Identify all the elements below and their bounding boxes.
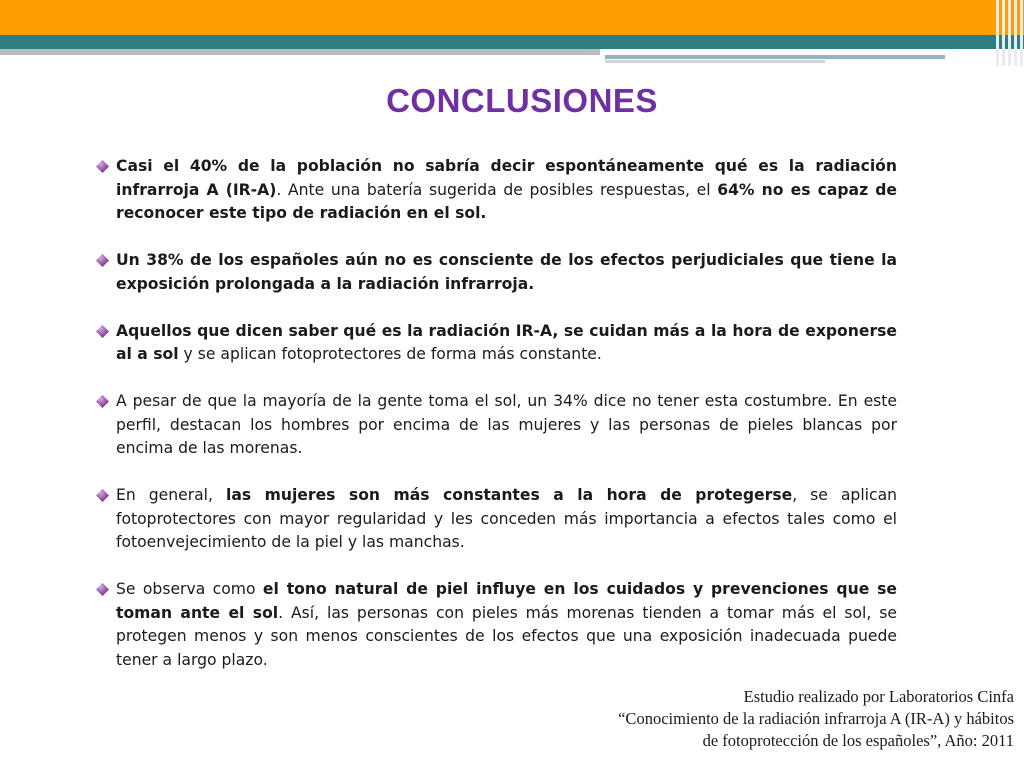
source-line-1: Estudio realizado por Laboratorios Cinfa (743, 687, 1014, 706)
header-orange-band (0, 0, 1024, 35)
body-text: . Ante una batería sugerida de posibles respuestas, el (276, 180, 718, 199)
conclusion-item (96, 249, 897, 296)
body-text: y se aplican fotoprotectores de forma más constante. (178, 345, 602, 363)
conclusion-item (96, 484, 897, 555)
body-text: Se observa como (116, 580, 263, 598)
conclusion-item (96, 390, 897, 461)
bold-text: 64% no es capaz de reconocer este tipo de radiación en el sol. (116, 180, 898, 222)
diamond-bullet-icon (96, 160, 109, 173)
bold-text: Un 38% de los españoles aún no es consciente de los efectos perjudiciales que tiene la exposición prolongada a la radiación infrarroja. (116, 251, 897, 293)
header-side-stripes (992, 0, 1024, 66)
source-line-3: de fotoprotección de los españoles”, Año: 2011 (702, 731, 1014, 750)
body-text: En general, (116, 486, 226, 504)
source-citation (494, 686, 1014, 752)
bold-text: Aquellos que dicen saber qué es la radiación IR-A, se cuidan más a la hora de exponerse al a sol (116, 321, 897, 363)
source-line-2: “Conocimiento de la radiación infrarroja A (IR-A) y hábitos (618, 709, 1014, 728)
slide-title: CONCLUSIONES (386, 82, 658, 119)
header-accent-line-light (605, 60, 825, 63)
bold-text: el tono natural de piel influye en los cuidados y prevenciones que se toman ante el sol (116, 580, 898, 622)
header-teal-band (0, 35, 1024, 49)
diamond-bullet-icon (96, 325, 109, 338)
conclusion-item (96, 155, 897, 226)
body-text: . Así, las personas con pieles más morenas tienden a tomar más el sol, se protegen menos y son menos conscientes de los efectos que una exposición inadecuada puede tener a largo plazo. (116, 603, 897, 669)
diamond-bullet-icon (96, 395, 109, 408)
header-accent-line (605, 55, 945, 59)
header-gray-line (0, 49, 600, 55)
diamond-bullet-icon (96, 254, 109, 267)
body-text: A pesar de que la mayoría de la gente toma el sol, un 34% dice no tener esta costumbre. En este perfil, destacan los hombres por encima de las mujeres y las personas de pieles blancas por encima de las morenas. (116, 392, 897, 457)
conclusion-item (96, 320, 897, 367)
diamond-bullet-icon (96, 583, 109, 596)
bold-text: Casi el 40% de la población no sabría decir espontáneamente qué es la radiación infrarroja A (IR-A) (116, 157, 897, 199)
bold-text: las mujeres son más constantes a la hora de protegerse (225, 486, 793, 504)
conclusions-list (96, 155, 897, 696)
conclusion-item (96, 578, 897, 672)
body-text: , se aplican fotoprotectores con mayor regularidad y les conceden más importancia a efectos tales como el fotoenvejecimiento de la piel y las manchas. (116, 486, 898, 551)
diamond-bullet-icon (96, 489, 109, 502)
